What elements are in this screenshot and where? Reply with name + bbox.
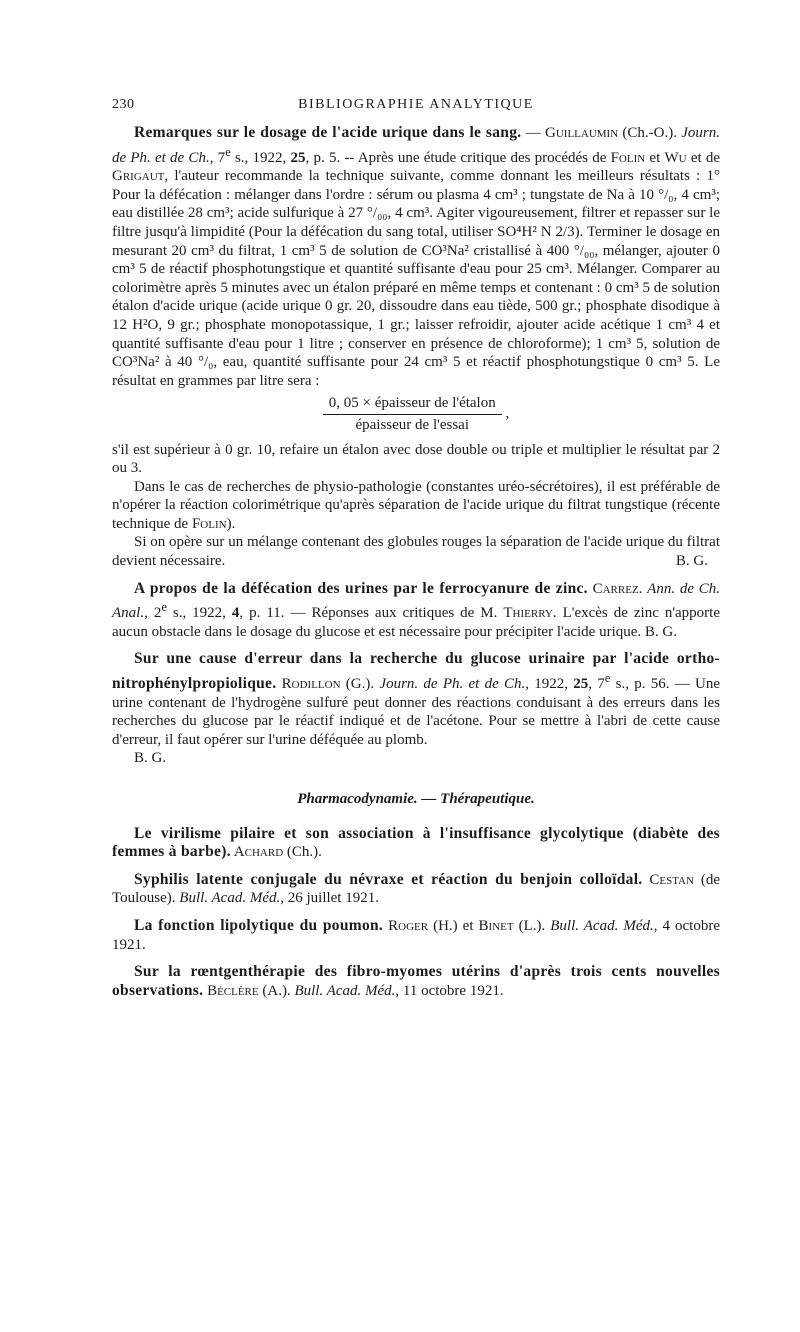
article-entry xyxy=(112,124,720,571)
fraction-numerator: 0, 05 × épaisseur de l'étalon xyxy=(323,394,502,415)
article-title: Remarques sur le dosage de l'acide urique dans le sang. xyxy=(134,124,522,141)
article-entry xyxy=(112,871,720,908)
entry-paragraph: Sur la rœntgenthérapie des fibro-myomes utérins d'après trois cents nouvelles observations. Béclère (A.). Bull. Acad. Méd., 11 octobre 1921. xyxy=(112,963,720,999)
author-name: Achard xyxy=(230,844,284,861)
article-entry xyxy=(112,650,720,768)
journal-name: Ann. de Ch. Anal. xyxy=(112,580,720,622)
author-name: Carrez xyxy=(592,580,639,597)
article-entry xyxy=(112,917,720,954)
entry-paragraph: Sur une cause d'erreur dans la recherche du glucose urinaire par l'acide ortho-nitrophénylpropiolique. Rodillon (G.). Journ. de Ph. et de Ch., 1922, 25, 7e s., p. 56. — Une urine contenant de l'hydrogène sulfuré peut donner des réactions conduisant à des erreurs dans les recherches du glucose par le réactif indiqué et de l'acétone. Pour se mettre à l'abri de cette cause d'erreur, il faut opérer sur l'urine déféquée au plomb. xyxy=(112,650,721,748)
running-title: BIBLIOGRAPHIE ANALYTIQUE xyxy=(298,97,534,112)
article-entry xyxy=(112,580,720,642)
section-heading: Pharmacodynamie. — Thérapeutique. xyxy=(297,791,535,807)
author-name: Guillaumin xyxy=(545,125,619,141)
fraction-denominator: épaisseur de l'essai xyxy=(355,416,469,433)
volume: 25 xyxy=(290,149,306,166)
entry-paragraph: Dans le cas de recherches de physio-pathologie (constantes uréo-sécrétoires), il est préférable de n'opérer la réaction colorimétrique qu'après séparation de l'acide urique du filtrat tungstique (récente technique de Folin). xyxy=(112,478,720,532)
entry-paragraph: Remarques sur le dosage de l'acide urique dans le sang. — Guillaumin (Ch.-O.). Journ. de Ph. et de Ch., 7e s., 1922, 25, p. 5. -- Après une étude critique des procédés de Folin et Wu et de Grigaut, l'auteur recommande la technique suivante, comme donnant les meilleurs résultats : 1° Pour la défécation : mélanger dans l'ordre : sérum ou plasma 4 cm³ ; tungstate de Na à 10 °/₀, 4 cm³; eau distillée 28 cm³; acide sulfurique à 27 °/₀₀, 4 cm³. Agiter vigoureusement, filtrer et repasser sur le filtre jusqu'à limpidité (Pour la défécation du sang total, utiliser SO⁴H² N 2/3). Terminer le dosage en mesurant 20 cm³ du filtrat, 1 cm³ 5 de solution de CO³Na² cristallisé à 400 °/₀₀, mélanger, ajouter 0 cm³ 5 de réactif phosphotungstique et quantité suffisante d'eau pour 25 cm³. Mélanger. Comparer au colorimètre après 5 minutes avec un étalon préparé en même temps et contenant : 0 cm³ 5 de solution étalon d'acide urique (acide urique 0 gr. 20, dissoudre dans eau tiède, 500 gr.; phosphate disodique à 12 H²O, 9 gr.; phosphate monopotassique, 1 gr.; laisser refroidir, ajouter acide acétique 1 cm³ 4 et quantité suffisante d'eau pour 1 litre ; conserver en présence de chloroforme); 1 cm³ 5, solution de CO³Na² à 40 °/₀, eau, quantité suffisante pour 24 cm³ 5 et réactif phosphotungstique 0 cm³ 5. Le résultat en grammes par litre sera : xyxy=(112,124,721,389)
entry-paragraph: A propos de la défécation des urines par le ferrocyanure de zinc. Carrez. Ann. de Ch. Anal., 2e s., 1922, 4, p. 11. — Réponses aux critiques de M. Thierry. L'excès de zinc n'apporte aucun obstacle dans le dosage du glucose et est nécessaire pour précipiter l'acide urique. B. G. xyxy=(112,579,721,640)
journal-name: Bull. Acad. Méd. xyxy=(550,917,654,934)
article-title: Sur la rœntgenthérapie des fibro-myomes utérins d'après trois cents nouvelles observations. xyxy=(112,963,720,999)
author-name: Rodillon xyxy=(281,676,341,693)
article-entry xyxy=(112,825,720,862)
fraction xyxy=(323,394,502,434)
entry-paragraph: Si on opère sur un mélange contenant des globules rouges la séparation de l'acide urique du filtrat devient nécessaire. B. G. xyxy=(112,534,720,570)
journal-name: Bull. Acad. Méd. xyxy=(179,890,281,907)
entry-paragraph: s'il est supérieur à 0 gr. 10, refaire un étalon avec dose double ou triple et multiplier le résultat par 2 ou 3. xyxy=(112,441,720,477)
author-name: Cestan xyxy=(642,871,694,888)
page-header xyxy=(112,96,720,120)
author-name: Béclère xyxy=(203,982,259,999)
article-title: Syphilis latente conjugale du névraxe et réaction du benjoin colloïdal. xyxy=(134,870,643,888)
journal-name: Journ. de Ph. et de Ch. xyxy=(379,676,526,693)
volume: 4 xyxy=(231,605,240,622)
article-title: A propos de la défécation des urines par le ferrocyanure de zinc. xyxy=(134,579,588,597)
article-title: La fonction lipolytique du poumon. xyxy=(134,916,384,934)
journal-name: Bull. Acad. Méd. xyxy=(294,982,396,999)
article-title: Le virilisme pilaire et son association à l'insuffisance glycolytique (diabète des femmes à barbe). xyxy=(112,824,720,861)
article-title: Sur une cause d'erreur dans la recherche du glucose urinaire par l'acide ortho-nitrophénylpropiolique. xyxy=(112,650,720,693)
entry-paragraph: La fonction lipolytique du poumon. Roger (H.) et Binet (L.). Bull. Acad. Méd., 4 octobre 1921. xyxy=(112,916,721,953)
article-entry xyxy=(112,963,720,1000)
entry-paragraph: Le virilisme pilaire et son association à l'insuffisance glycolytique (diabète des femmes à barbe). Achard (Ch.). xyxy=(112,824,720,861)
author-name: Roger xyxy=(383,917,429,934)
signature: B. G. xyxy=(134,750,167,767)
volume: 25 xyxy=(573,676,589,693)
entry-paragraph: Syphilis latente conjugale du névraxe et réaction du benjoin colloïdal. Cestan (de Toulouse). Bull. Acad. Méd., 26 juillet 1921. xyxy=(112,870,720,907)
signature: B. G. xyxy=(675,553,708,570)
formula: $\frac{\text{0, 05 × épaisseur de l'étalon}}{\text{épaisseur de l'essai}}$ , xyxy=(112,394,720,434)
journal-name: Journ. de Ph. et de Ch. xyxy=(112,125,721,166)
page-number: 230 xyxy=(112,97,135,112)
author-name: Binet xyxy=(478,917,514,934)
signature: B. G. xyxy=(644,623,678,640)
